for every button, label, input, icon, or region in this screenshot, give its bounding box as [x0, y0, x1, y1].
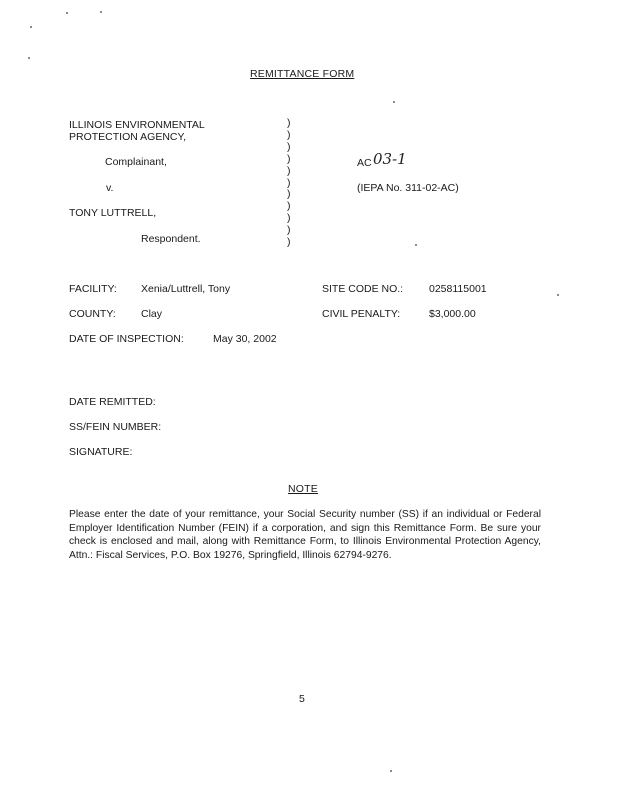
paren: ) — [287, 128, 291, 141]
paren: ) — [287, 117, 291, 129]
scan-speck — [557, 294, 559, 296]
paren: ) — [287, 188, 291, 201]
facility-value: Xenia/Luttrell, Tony — [141, 283, 231, 295]
scan-speck — [415, 244, 417, 246]
scan-speck — [30, 26, 32, 28]
paren: ) — [287, 200, 291, 213]
scan-speck — [28, 57, 30, 59]
site-code-value: 0258115001 — [429, 283, 487, 295]
respondent-label: Respondent. — [141, 233, 201, 245]
paren: ) — [287, 152, 291, 165]
iepa-number: (IEPA No. 311-02-AC) — [357, 182, 459, 194]
site-code-label: SITE CODE NO.: — [322, 283, 404, 295]
civil-penalty-label: CIVIL PENALTY: — [322, 308, 401, 320]
paren: ) — [287, 224, 291, 237]
paren: ) — [287, 164, 291, 177]
note-heading: NOTE — [288, 483, 318, 495]
case-number-handwritten: 03-1 — [373, 150, 407, 168]
paren: ) — [287, 236, 291, 249]
party1-line2: PROTECTION AGENCY, — [69, 131, 187, 143]
date-inspection-label: DATE OF INSPECTION: — [69, 333, 184, 345]
civil-penalty-value: $3,000.00 — [429, 308, 476, 320]
paren: ) — [287, 140, 291, 153]
caption-parentheses — [287, 118, 291, 249]
party2-name: TONY LUTTRELL, — [69, 207, 157, 219]
case-prefix: AC — [357, 157, 372, 169]
form-title: REMITTANCE FORM — [250, 68, 355, 80]
facility-label: FACILITY: — [69, 283, 117, 295]
scan-speck — [393, 101, 395, 103]
scan-speck — [390, 770, 392, 772]
party1-line1: ILLINOIS ENVIRONMENTAL — [69, 119, 205, 131]
paren: ) — [287, 176, 291, 189]
scan-speck — [100, 11, 102, 13]
date-remitted-label: DATE REMITTED: — [69, 396, 156, 408]
county-label: COUNTY: — [69, 308, 116, 320]
complainant-label: Complainant, — [105, 156, 167, 168]
note-body: Please enter the date of your remittance, your Social Security number (SS) if an individual or Federal Employer Identification Number (FEIN) if a corporation, and sign this Remittance Form. Be sure your check is enclosed and mail, along with Remittance Form, to Illinois Environmental Protection Agency, Attn.: Fiscal Services, P.O. Box 19276, Springfield, Illinois 62794-9276. — [69, 509, 541, 561]
scan-speck — [66, 12, 68, 14]
paren: ) — [287, 212, 291, 225]
date-inspection-value: May 30, 2002 — [213, 333, 277, 345]
ss-fein-label: SS/FEIN NUMBER: — [69, 421, 162, 433]
signature-label: SIGNATURE: — [69, 446, 133, 458]
county-value: Clay — [141, 308, 163, 320]
versus-label: v. — [106, 182, 114, 194]
page-number: 5 — [299, 693, 305, 705]
